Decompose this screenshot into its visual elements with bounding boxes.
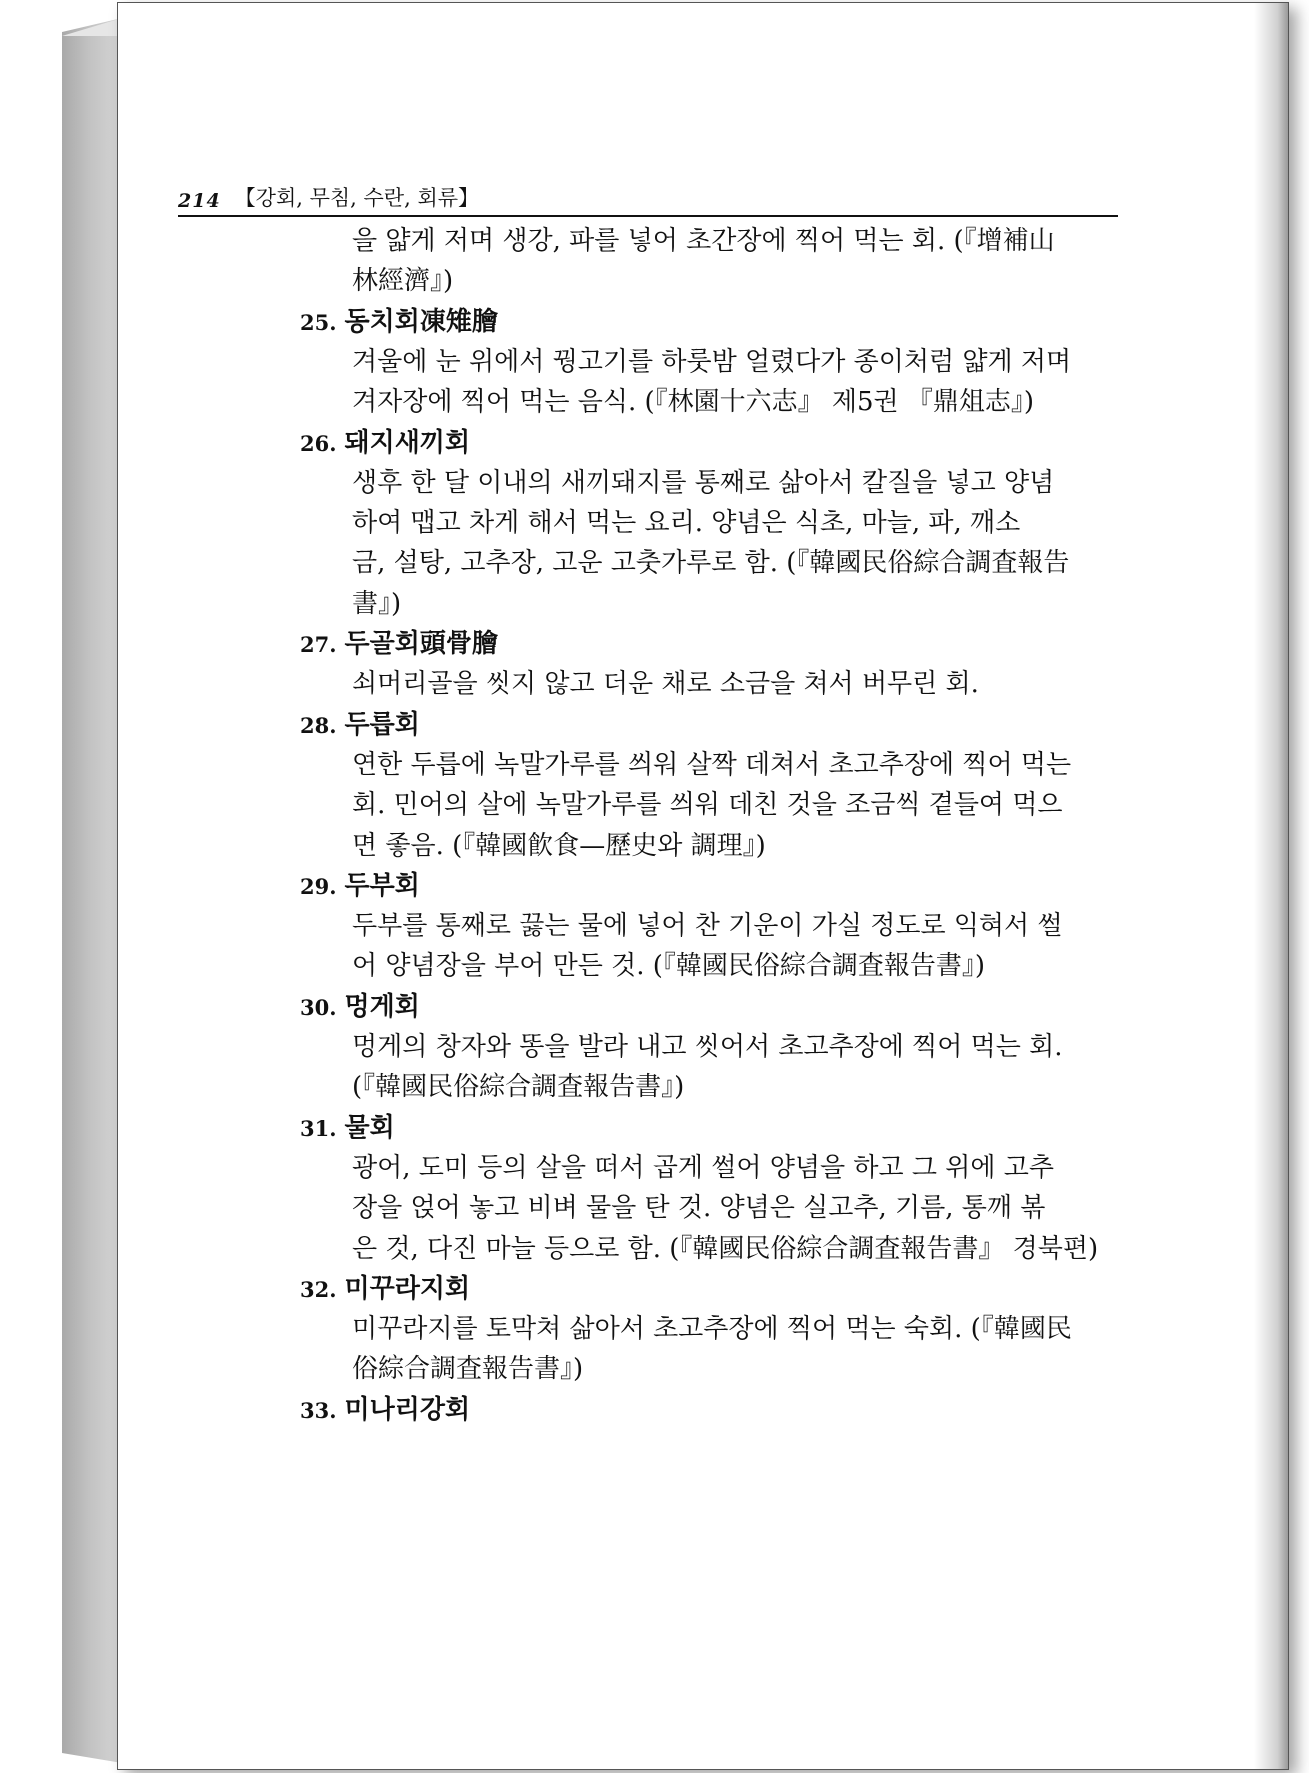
entry-title: 두골회頭骨膾 xyxy=(344,629,498,659)
entry-title: 미나리강회 xyxy=(344,1395,471,1425)
entry-title: 멍게회 xyxy=(344,992,420,1022)
entry-title: 두릅회 xyxy=(344,710,420,740)
entry-number: 30. xyxy=(300,995,337,1020)
header-rule xyxy=(178,215,1118,217)
entry-heading xyxy=(300,1276,470,1302)
body-text-line: 연한 두릅에 녹말가루를 씌워 살짝 데쳐서 초고추장에 찍어 먹는 xyxy=(352,750,1072,780)
body-text-line: 회. 민어의 살에 녹말가루를 씌워 데친 것을 조금씩 곁들여 먹으 xyxy=(352,790,1063,820)
body-text-line: 두부를 통째로 끓는 물에 넣어 찬 기운이 가실 정도로 익혀서 썰 xyxy=(352,911,1063,941)
entry-heading xyxy=(300,873,420,899)
body-text-line: 생후 한 달 이내의 새끼돼지를 통째로 삶아서 칼질을 넣고 양념 xyxy=(352,468,1055,498)
body-text-line: (『韓國民俗綜合調査報告書』) xyxy=(352,1072,685,1102)
body-text-line: 林經濟』) xyxy=(352,266,454,296)
entry-number: 26. xyxy=(300,431,337,456)
body-text-line: 겨자장에 찍어 먹는 음식. (『林園十六志』 제5권 『鼎俎志』) xyxy=(352,387,1035,417)
running-header-title: 【강회, 무침, 수란, 회류】 xyxy=(234,186,480,210)
entry-number: 33. xyxy=(300,1398,337,1423)
entry-number: 28. xyxy=(300,713,337,738)
entry-heading xyxy=(300,1397,470,1423)
entry-title: 두부회 xyxy=(344,871,420,901)
book-spine-edge xyxy=(62,18,122,1763)
body-text-line: 면 좋음. (『韓國飮食—歷史와 調理』) xyxy=(352,831,766,861)
entry-heading xyxy=(300,1115,395,1141)
page-right-shadow xyxy=(1254,3,1288,1769)
body-text-line: 은 것, 다진 마늘 등으로 함. (『韓國民俗綜合調査報告書』 경북편) xyxy=(352,1234,1099,1264)
entry-number: 29. xyxy=(300,874,337,899)
body-text-line: 광어, 도미 등의 살을 떠서 곱게 썰어 양념을 하고 그 위에 고추 xyxy=(352,1153,1054,1183)
body-text-line: 금, 설탕, 고추장, 고운 고춧가루로 함. (『韓國民俗綜合調査報告 xyxy=(352,548,1070,578)
running-header xyxy=(178,178,1118,212)
entry-number: 31. xyxy=(300,1116,337,1141)
body-text-line: 어 양념장을 부어 만든 것. (『韓國民俗綜合調査報告書』) xyxy=(352,951,986,981)
body-text-line: 겨울에 눈 위에서 꿩고기를 하룻밤 얼렸다가 종이처럼 얇게 저며 xyxy=(352,347,1072,377)
body-text-line: 미꾸라지를 토막쳐 삶아서 초고추장에 찍어 먹는 숙회. (『韓國民 xyxy=(352,1314,1072,1344)
entry-number: 25. xyxy=(300,310,337,335)
entry-heading xyxy=(300,631,498,657)
entry-heading xyxy=(300,430,470,456)
body-text-line: 하여 맵고 차게 해서 먹는 요리. 양념은 식초, 마늘, 파, 깨소 xyxy=(352,508,1021,538)
entry-number: 27. xyxy=(300,632,337,657)
body-text-line: 을 얇게 저며 생강, 파를 넣어 초간장에 찍어 먹는 회. (『增補山 xyxy=(352,226,1055,256)
entry-number: 32. xyxy=(300,1277,337,1302)
page-number: 214 xyxy=(178,190,221,212)
entry-title: 미꾸라지회 xyxy=(344,1274,471,1304)
body-text-line: 쇠머리골을 씻지 않고 더운 채로 소금을 쳐서 버무린 회. xyxy=(352,669,979,699)
entry-heading xyxy=(300,712,420,738)
entry-title: 돼지새끼회 xyxy=(344,428,471,458)
entry-heading xyxy=(300,994,420,1020)
entry-heading xyxy=(300,309,498,335)
entry-title: 동치회凍雉膾 xyxy=(344,307,498,337)
body-text-line: 장을 얹어 놓고 비벼 물을 탄 것. 양념은 실고추, 기름, 통깨 볶 xyxy=(352,1193,1046,1223)
body-text-line: 멍게의 창자와 똥을 발라 내고 씻어서 초고추장에 찍어 먹는 회. xyxy=(352,1032,1063,1062)
body-text-line: 書』) xyxy=(352,589,402,619)
entry-title: 물회 xyxy=(344,1113,395,1143)
body-text-line: 俗綜合調査報告書』) xyxy=(352,1354,584,1384)
